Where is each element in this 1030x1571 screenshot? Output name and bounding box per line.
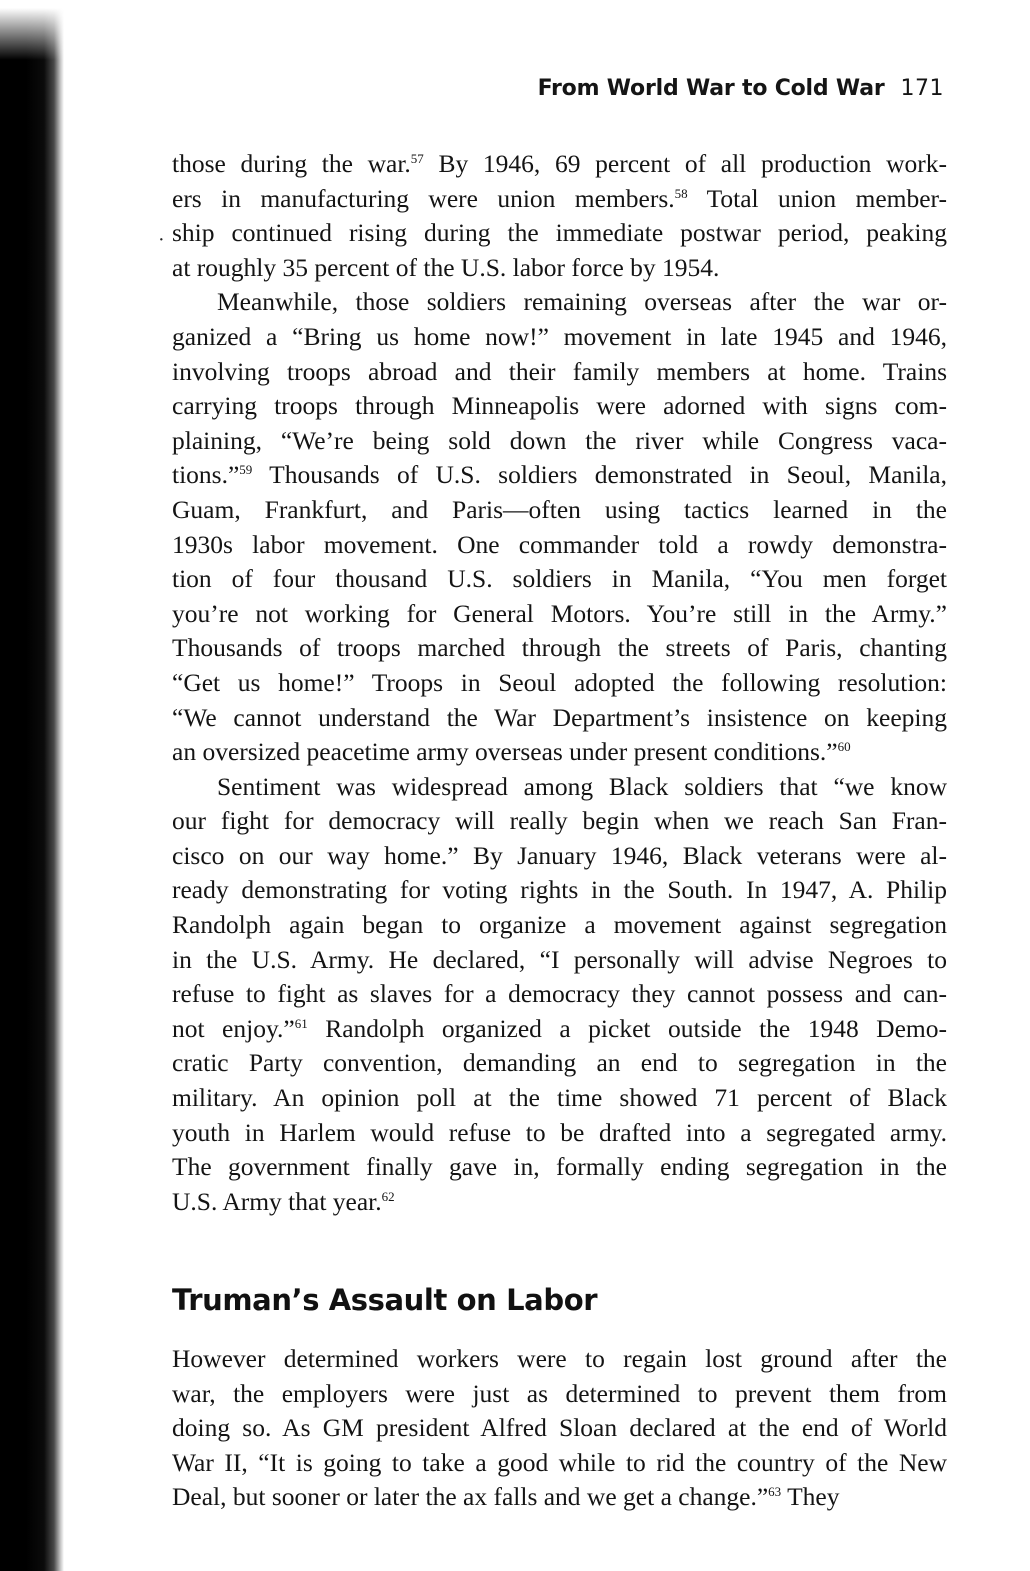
text-run: However determined workers were to regain lost ground after the xyxy=(172,1344,947,1373)
text-run: ganized a “Bring us home now!” movement in late 1945 and 1946, xyxy=(172,321,947,351)
text-line xyxy=(172,1116,947,1151)
text-run: Thousands of troops marched through the streets of Paris, chanting xyxy=(172,633,947,663)
text-run: Randolph again began to organize a movement against segregation xyxy=(172,910,947,940)
text-run: cisco on our way home.” By January 1946, Black veterans were al- xyxy=(172,840,947,870)
paragraph xyxy=(172,285,947,769)
text-run: at roughly 35 percent of the U.S. labor force by 1954. xyxy=(172,252,720,282)
paragraph xyxy=(172,147,947,285)
text-run: cratic Party convention, demanding an end to segregation in the xyxy=(172,1048,947,1078)
text-line xyxy=(172,355,947,390)
text-line xyxy=(172,1480,947,1515)
text-line xyxy=(172,977,947,1012)
text-run: in the U.S. Army. He declared, “I personally will advise Negroes to xyxy=(172,944,947,974)
text-line xyxy=(172,1446,947,1481)
footnote-ref: 57 xyxy=(410,151,424,166)
text-line xyxy=(172,1046,947,1081)
text-line xyxy=(172,908,947,943)
paragraph xyxy=(172,1342,947,1515)
text-run: War II, “It is going to take a good while to rid the country of the New xyxy=(172,1447,947,1477)
running-head-title: From World War to Cold War xyxy=(537,76,885,101)
text-run: youth in Harlem would refuse to be drafted into a segregated army. xyxy=(172,1117,947,1147)
text-run: Meanwhile, those soldiers remaining overseas after the war or- xyxy=(217,287,947,317)
text-line xyxy=(172,424,947,459)
text-run: ship continued rising during the immediate postwar period, peaking xyxy=(172,218,947,248)
text-line xyxy=(172,493,947,528)
text-line xyxy=(172,804,947,839)
text-line xyxy=(172,770,947,805)
text-run: Sentiment was widespread among Black soldiers that “we know xyxy=(217,771,947,801)
body-text xyxy=(172,147,947,1219)
text-line xyxy=(172,839,947,874)
footnote-ref: 58 xyxy=(674,185,688,201)
text-line xyxy=(172,562,947,597)
text-line xyxy=(172,182,947,217)
text-line xyxy=(172,1185,947,1220)
text-run: tion of four thousand U.S. soldiers in Manila, “You men forget xyxy=(172,564,947,594)
text-run: 1930s labor movement. One commander told a rowdy demonstra- xyxy=(172,529,947,559)
text-run: carrying troops through Minneapolis were adorned with signs com- xyxy=(172,391,947,421)
text-run: Guam, Frankfurt, and Paris—often using tactics learned in the xyxy=(172,494,947,524)
footnote-ref: 61 xyxy=(294,1015,308,1031)
text-line xyxy=(172,631,947,666)
text-line xyxy=(172,701,947,736)
text-line xyxy=(172,251,947,286)
scan-shadow-edge xyxy=(0,0,64,1571)
running-head xyxy=(538,76,944,101)
section-body-text xyxy=(172,1342,947,1515)
text-run: military. An opinion poll at the time showed 71 percent of Black xyxy=(172,1083,947,1113)
text-run: ready demonstrating for voting rights in the South. In 1947, A. Philip xyxy=(172,875,947,905)
text-line xyxy=(172,320,947,355)
text-run: The government finally gave in, formally ending segregation in the xyxy=(172,1152,947,1182)
scan-speck: · xyxy=(158,229,165,251)
text-line xyxy=(172,1342,947,1377)
text-line xyxy=(172,873,947,908)
text-line xyxy=(172,1150,947,1185)
text-line xyxy=(172,389,947,424)
footnote-ref: 63 xyxy=(768,1484,782,1500)
text-line xyxy=(172,1012,947,1047)
text-line xyxy=(172,285,947,320)
text-run: ers in manufacturing were union members. xyxy=(172,183,675,213)
text-run: tions.” xyxy=(172,460,240,490)
text-run: They xyxy=(781,1482,840,1512)
footnote-ref: 62 xyxy=(381,1188,395,1204)
text-run: those during the war. xyxy=(172,149,411,178)
page-number: 171 xyxy=(900,76,944,101)
text-run: our fight for democracy will really begin when we reach San Fran- xyxy=(172,806,947,836)
text-line xyxy=(172,1377,947,1412)
text-run: involving troops abroad and their family members at home. Trains xyxy=(172,356,947,386)
text-line xyxy=(172,1081,947,1116)
text-run: an oversized peacetime army overseas under present conditions.” xyxy=(172,737,838,767)
text-line xyxy=(172,666,947,701)
text-line xyxy=(172,735,947,770)
text-line xyxy=(172,147,947,182)
text-run: Deal, but sooner or later the ax falls and we get a change.” xyxy=(172,1482,769,1512)
text-run: war, the employers were just as determined to prevent them from xyxy=(172,1378,947,1408)
text-line xyxy=(172,528,947,563)
text-line xyxy=(172,1411,947,1446)
text-line xyxy=(172,597,947,632)
text-run: Thousands of U.S. soldiers demonstrated in Seoul, Manila, xyxy=(252,460,947,490)
section-heading: Truman’s Assault on Labor xyxy=(172,1283,598,1317)
text-run: you’re not working for General Motors. You’re still in the Army.” xyxy=(172,598,947,628)
footnote-ref: 59 xyxy=(239,462,253,478)
text-run: By 1946, 69 percent of all production work- xyxy=(423,149,947,178)
text-run: “We cannot understand the War Department’s insistence on keeping xyxy=(172,702,947,732)
text-run: doing so. As GM president Alfred Sloan declared at the end of World xyxy=(172,1413,947,1443)
text-run: refuse to fight as slaves for a democracy they cannot possess and can- xyxy=(172,979,947,1009)
text-run: U.S. Army that year. xyxy=(172,1186,382,1216)
text-run: “Get us home!” Troops in Seoul adopted the following resolution: xyxy=(172,667,947,697)
text-line xyxy=(172,943,947,978)
footnote-ref: 60 xyxy=(837,739,851,755)
scan-edge-fade xyxy=(0,0,64,60)
text-run: plaining, “We’re being sold down the river while Congress vaca- xyxy=(172,425,947,455)
text-run: not enjoy.” xyxy=(172,1013,295,1043)
text-run: Randolph organized a picket outside the 1948 Demo- xyxy=(307,1013,947,1043)
text-line xyxy=(172,216,947,251)
text-line xyxy=(172,458,947,493)
paragraph xyxy=(172,770,947,1220)
text-run: Total union member- xyxy=(687,183,948,213)
